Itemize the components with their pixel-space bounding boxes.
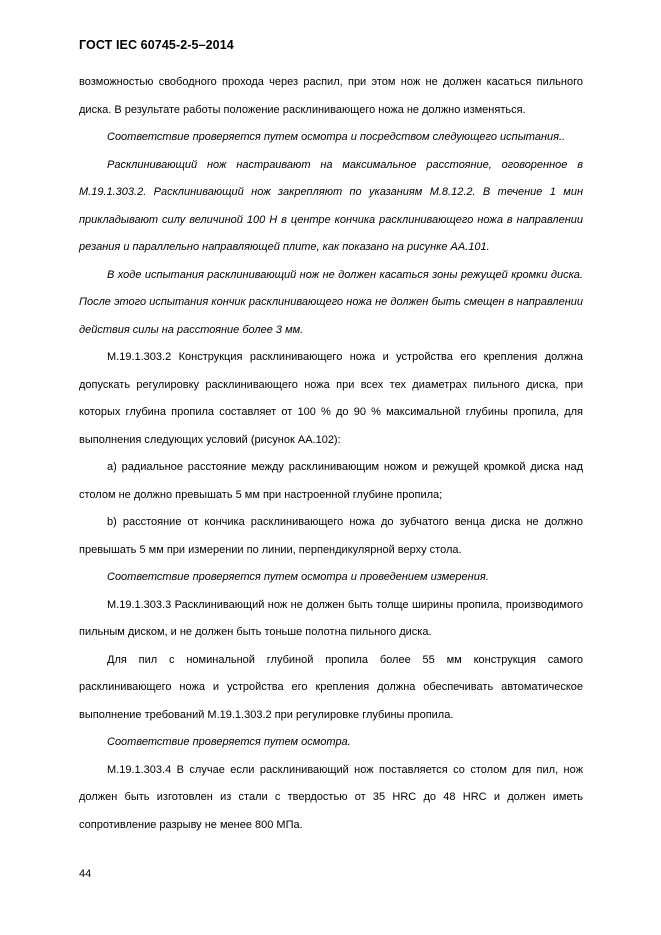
document-header: ГОСТ IEC 60745-2-5–2014: [79, 38, 234, 52]
paragraph-continuation: возможностью свободного прохода через распил, при этом нож не должен касаться пильного диска. В результате работы положение расклинивающего ножа не должно изменяться.: [79, 76, 583, 116]
paragraph-compliance-inspection: Соответствие проверяется путем осмотра.: [107, 736, 351, 748]
page-number: 44: [79, 868, 92, 880]
paragraph-m19-1-303-2: М.19.1.303.2 Конструкция расклинивающего ножа и устройства его крепления должна допускать регулировку расклинивающего ножа при всех тех диаметрах пильного диска, при которых глубина пропила составляет от 100 % до 90 % максимальной глубины пропила, для выполнения следующих условий (рисунок АА.102):: [79, 351, 583, 446]
list-item-a: a) радиальное расстояние между расклинивающим ножом и режущей кромкой диска над столом не должно превышать 5 мм при настроенной глубине пропила;: [79, 461, 583, 501]
paragraph-test-procedure: Расклинивающий нож настраивают на максимальное расстояние, оговоренное в М.19.1.303.2. Расклинивающий нож закрепляют по указаниям М.8.12.2. В течение 1 мин прикладывают силу величиной 100 Н в центре кончика расклинивающего ножа в направлении резания и параллельно направляющей плите, как показано на рисунке АА.101.: [79, 158, 583, 253]
paragraph-compliance-measurement: Соответствие проверяется путем осмотра и проведением измерения.: [107, 571, 489, 583]
paragraph-compliance-test: Соответствие проверяется путем осмотра и посредством следующего испытания..: [107, 131, 566, 143]
list-item-b: b) расстояние от кончика расклинивающего ножа до зубчатого венца диска не должно превышать 5 мм при измерении по линии, перпендикулярной верху стола.: [79, 516, 583, 556]
paragraph-cut-depth: Для пил с номинальной глубиной пропила более 55 мм конструкция самого расклинивающего ножа и устройства его крепления должна обеспечивать автоматическое выполнение требований М.19.1.303.2 при регулировке глубины пропила.: [79, 653, 583, 721]
document-body: [79, 69, 583, 839]
paragraph-m19-1-303-3: М.19.1.303.3 Расклинивающий нож не должен быть толще ширины пропила, производимого пильным диском, и не должен быть тоньше полотна пильного диска.: [79, 598, 583, 638]
paragraph-test-result: В ходе испытания расклинивающий нож не должен касаться зоны режущей кромки диска. После этого испытания кончик расклинивающего ножа не должен быть смещен в направлении действия силы на расстояние более 3 мм.: [79, 268, 583, 336]
paragraph-m19-1-303-4: М.19.1.303.4 В случае если расклинивающий нож поставляется со столом для пил, нож должен быть изготовлен из стали с твердостью от 35 HRC до 48 HRC и должен иметь сопротивление разрыву не менее 800 МПа.: [79, 763, 583, 831]
